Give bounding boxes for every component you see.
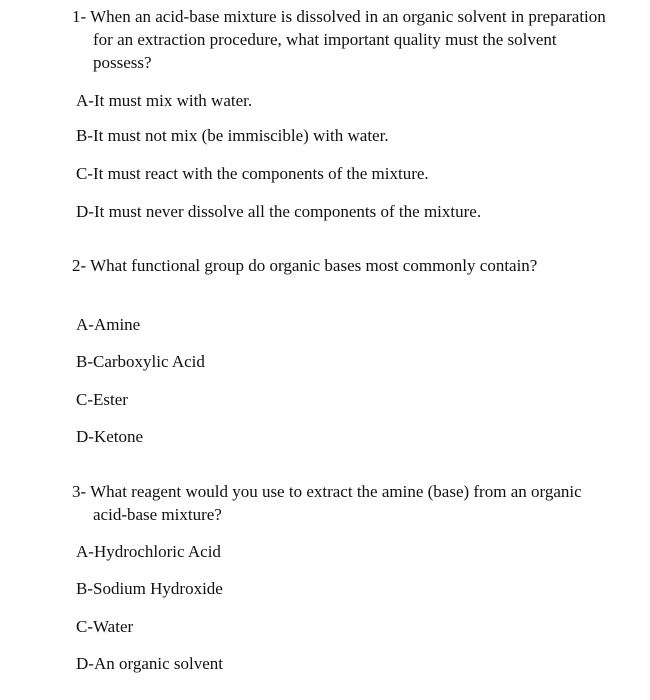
option-c: C-Water <box>76 617 134 636</box>
option-b: B-Sodium Hydroxide <box>76 579 223 598</box>
option-c: C-It must react with the components of the mixture. <box>76 164 429 183</box>
question-text: 3- What reagent would you use to extract the amine (base) from an organic acid-base mixture? <box>72 482 582 524</box>
option-a: A-Hydrochloric Acid <box>76 542 221 561</box>
question-text: 1- When an acid-base mixture is dissolved in an organic solvent in preparation for an extraction procedure, what important quality must the solvent possess? <box>72 7 606 72</box>
option-d: D-Ketone <box>76 427 144 446</box>
option-b: B-Carboxylic Acid <box>76 352 205 371</box>
option-a: A-It must mix with water. <box>76 91 253 110</box>
option-a: A-Amine <box>76 315 141 334</box>
question-text: 2- What functional group do organic bases most commonly contain? <box>72 256 538 275</box>
option-d: D-An organic solvent <box>76 654 223 673</box>
option-b: B-It must not mix (be immiscible) with water. <box>76 126 389 145</box>
option-d: D-It must never dissolve all the components of the mixture. <box>76 202 482 221</box>
option-c: C-Ester <box>76 390 128 409</box>
